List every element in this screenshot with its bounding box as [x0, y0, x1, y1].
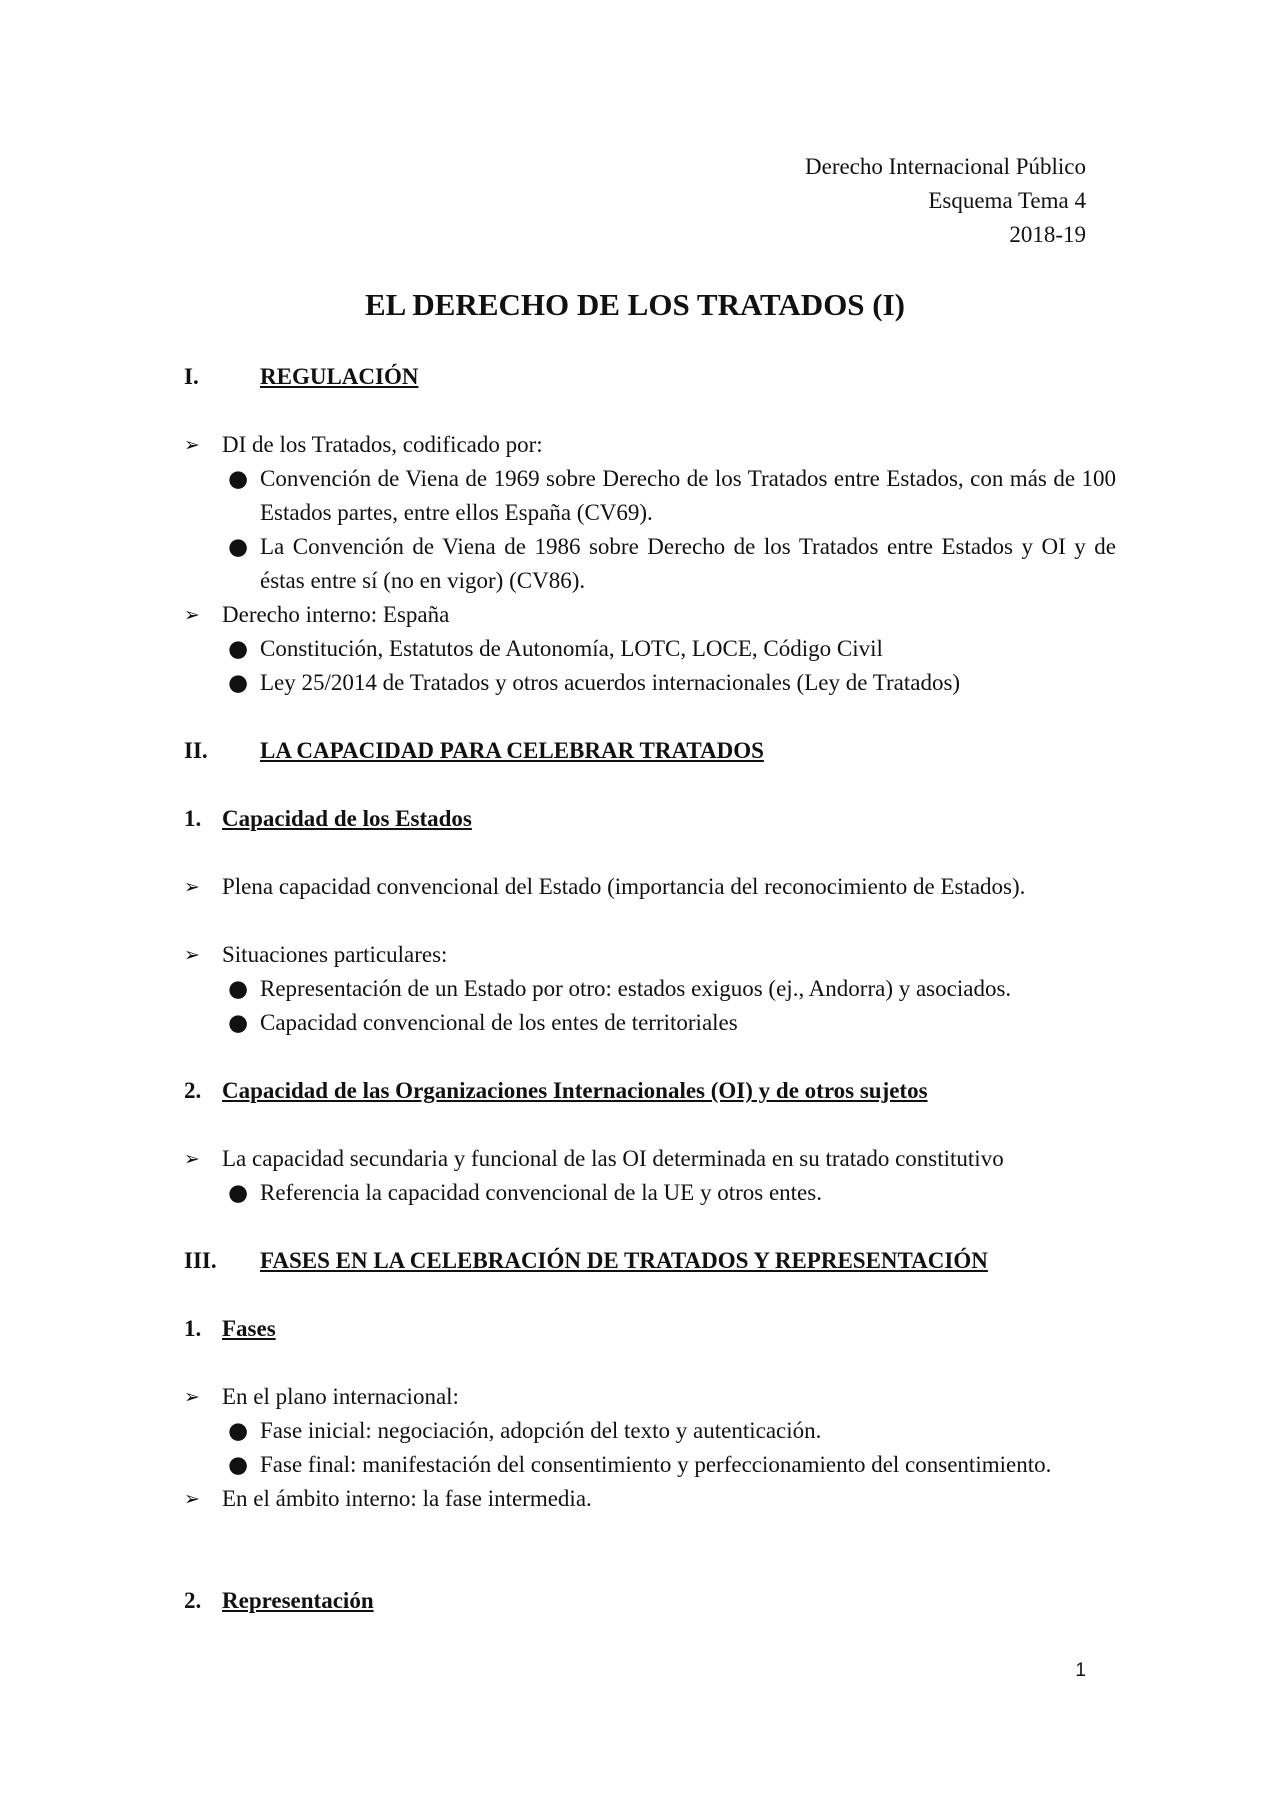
dot-bullet-icon: ●	[228, 1418, 249, 1444]
arrow-list-item	[184, 598, 1116, 632]
section-title: FASES EN LA CELEBRACIÓN DE TRATADOS Y REPRESENTACIÓN	[260, 1248, 988, 1273]
subsection-number: 2.	[184, 1588, 202, 1613]
dot-bullet-icon: ●	[228, 1010, 249, 1036]
arrow-list-item	[184, 1482, 1116, 1516]
subsection-number: 2.	[184, 1078, 202, 1103]
bullet-list-item	[184, 462, 1116, 530]
dot-bullet-icon: ●	[228, 976, 249, 1002]
subsection-title: Capacidad de los Estados	[222, 806, 472, 831]
section-number: I.	[184, 364, 199, 389]
page-title: EL DERECHO DE LOS TRATADOS (I)	[364, 287, 906, 322]
subsection-heading-oi	[184, 1074, 1116, 1108]
list-item-text: Plena capacidad convencional del Estado (importancia del reconocimiento de Estados).	[222, 874, 1026, 899]
section-heading-fases	[184, 1244, 1116, 1278]
section-heading-regulacion	[184, 360, 1116, 394]
list-item-text: La capacidad secundaria y funcional de las OI determinada en su tratado constitutivo	[222, 1146, 1004, 1171]
subsection-heading-fases	[184, 1312, 1116, 1346]
arrow-list-item	[184, 1380, 1116, 1414]
bullet-list-item	[184, 666, 1116, 700]
bullet-list-item	[184, 972, 1116, 1006]
list-item-text: Derecho interno: España	[222, 602, 450, 627]
arrow-bullet-icon: ➢	[184, 1148, 200, 1170]
dot-bullet-icon: ●	[228, 534, 249, 560]
bullet-list-item	[184, 1414, 1116, 1448]
subsection-title: Capacidad de las Organizaciones Internacionales (OI) y de otros sujetos	[222, 1078, 928, 1103]
list-item-text: Referencia la capacidad convencional de la UE y otros entes.	[260, 1180, 822, 1205]
section-number: II.	[184, 738, 208, 763]
subsection-heading-estados	[184, 802, 1116, 836]
page-number: 1	[1075, 1660, 1086, 1681]
list-item-text: Ley 25/2014 de Tratados y otros acuerdos internacionales (Ley de Tratados)	[260, 670, 961, 695]
subsection-title: Fases	[222, 1316, 276, 1341]
list-item-text: Fase final: manifestación del consentimiento y perfeccionamiento del consentimiento.	[260, 1452, 1052, 1477]
dot-bullet-icon: ●	[228, 636, 249, 662]
section-title: REGULACIÓN	[260, 364, 419, 389]
subsection-title: Representación	[222, 1588, 374, 1613]
arrow-bullet-icon: ➢	[184, 876, 200, 898]
header-course: Derecho Internacional Público	[805, 154, 1086, 179]
document-body	[184, 360, 1116, 1618]
dot-bullet-icon: ●	[228, 670, 249, 696]
dot-bullet-icon: ●	[228, 466, 249, 492]
arrow-bullet-icon: ➢	[184, 1386, 200, 1408]
dot-bullet-icon: ●	[228, 1180, 249, 1206]
list-item-text: Constitución, Estatutos de Autonomía, LOTC, LOCE, Código Civil	[260, 636, 883, 661]
bullet-list-item	[184, 1006, 1116, 1040]
list-item-text: Convención de Viena de 1969 sobre Derecho de los Tratados entre Estados, con más de 100 Estados partes, entre ellos España (CV69).	[260, 466, 1116, 525]
section-number: III.	[184, 1248, 217, 1273]
arrow-bullet-icon: ➢	[184, 944, 200, 966]
subsection-number: 1.	[184, 1316, 202, 1341]
arrow-list-item	[184, 938, 1116, 972]
bullet-list-item	[184, 632, 1116, 666]
bullet-list-item	[184, 1176, 1116, 1210]
arrow-list-item	[184, 1142, 1116, 1176]
arrow-list-item	[184, 428, 1116, 462]
dot-bullet-icon: ●	[228, 1452, 249, 1478]
header-topic: Esquema Tema 4	[928, 188, 1086, 213]
subsection-number: 1.	[184, 806, 202, 831]
list-item-text: La Convención de Viena de 1986 sobre Derecho de los Tratados entre Estados y OI y de éstas entre sí (no en vigor) (CV86).	[260, 534, 1116, 593]
list-item-text: Situaciones particulares:	[222, 942, 448, 967]
arrow-bullet-icon: ➢	[184, 434, 200, 456]
arrow-bullet-icon: ➢	[184, 1488, 200, 1510]
document-header	[805, 150, 1086, 252]
arrow-bullet-icon: ➢	[184, 604, 200, 626]
bullet-list-item	[184, 1448, 1116, 1482]
bullet-list-item	[184, 530, 1116, 598]
list-item-text: DI de los Tratados, codificado por:	[222, 432, 543, 457]
subsection-heading-representacion	[184, 1584, 1116, 1618]
section-title: LA CAPACIDAD PARA CELEBRAR TRATADOS	[260, 738, 764, 763]
list-item-text: En el ámbito interno: la fase intermedia.	[222, 1486, 592, 1511]
list-item-text: En el plano internacional:	[222, 1384, 459, 1409]
list-item-text: Capacidad convencional de los entes de territoriales	[260, 1010, 738, 1035]
list-item-text: Fase inicial: negociación, adopción del texto y autenticación.	[260, 1418, 822, 1443]
list-item-text: Representación de un Estado por otro: estados exiguos (ej., Andorra) y asociados.	[260, 976, 1012, 1001]
section-heading-capacidad	[184, 734, 1116, 768]
header-year: 2018-19	[1009, 222, 1086, 247]
arrow-list-item	[184, 870, 1116, 904]
